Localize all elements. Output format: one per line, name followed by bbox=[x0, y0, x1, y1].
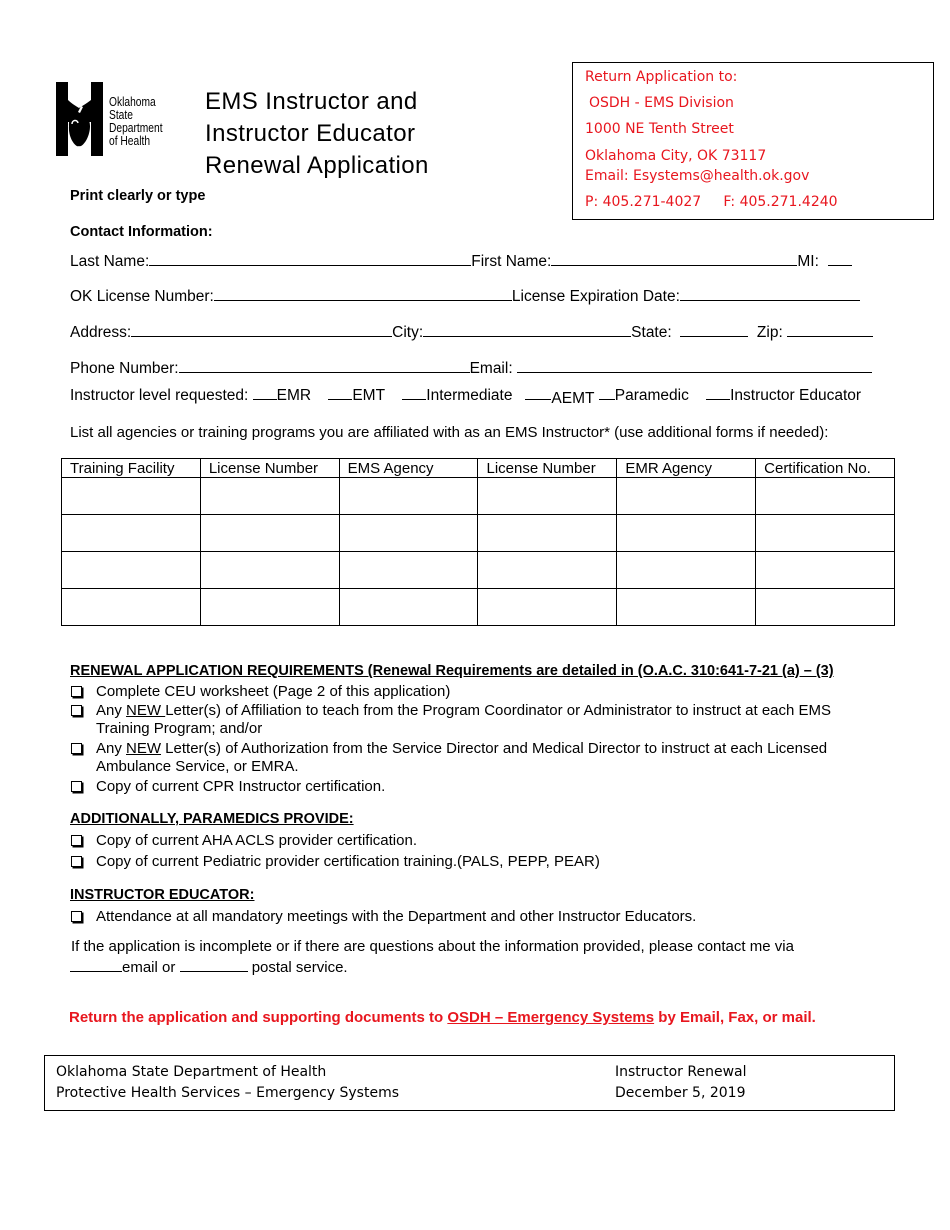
requirement-text bbox=[96, 702, 831, 720]
osdh-logo-icon bbox=[56, 82, 106, 160]
return-email: Email: Esystems@health.ok.gov bbox=[585, 168, 810, 184]
return-street: 1000 NE Tenth Street bbox=[585, 121, 734, 137]
option-paramedic: Paramedic bbox=[614, 387, 689, 404]
last-name-label: Last Name: bbox=[70, 253, 150, 270]
state-label: State: bbox=[631, 324, 672, 341]
mi-field[interactable] bbox=[828, 251, 852, 266]
page-title bbox=[205, 86, 429, 182]
instructor-level-row bbox=[70, 385, 861, 405]
text-rest: Letter(s) of Authorization from the Service Director and Medical Director to instruct at each Licensed bbox=[161, 740, 828, 757]
zip-label: Zip: bbox=[756, 324, 783, 341]
logo-text bbox=[109, 96, 163, 148]
table-cell[interactable] bbox=[339, 589, 478, 626]
requirement-text: Copy of current AHA ACLS provider certification. bbox=[96, 832, 417, 849]
affiliation-table bbox=[61, 458, 895, 626]
option-email: email or bbox=[122, 959, 176, 976]
paramedics-heading: ADDITIONALLY, PARAMEDICS PROVIDE: bbox=[70, 811, 354, 827]
intermediate-blank[interactable] bbox=[402, 385, 426, 400]
option-emt: EMT bbox=[352, 387, 386, 404]
table-row bbox=[62, 589, 895, 626]
col-training-facility: Training Facility bbox=[62, 459, 201, 478]
table-row bbox=[62, 478, 895, 515]
state-field[interactable] bbox=[680, 322, 748, 337]
table-cell[interactable] bbox=[339, 515, 478, 552]
text-any: Any bbox=[96, 740, 127, 757]
postal-pref-blank[interactable] bbox=[180, 957, 248, 972]
aemt-blank[interactable] bbox=[525, 385, 551, 400]
table-cell[interactable] bbox=[200, 515, 339, 552]
requirement-text-line2: Training Program; and/or bbox=[96, 720, 263, 737]
requirement-text: Complete CEU worksheet (Page 2 of this application) bbox=[96, 683, 451, 700]
title-line: Instructor Educator bbox=[205, 120, 416, 147]
table-cell[interactable] bbox=[200, 589, 339, 626]
license-number-field[interactable] bbox=[214, 286, 512, 301]
address-label: Address: bbox=[70, 324, 132, 341]
table-cell[interactable] bbox=[617, 515, 756, 552]
table-cell[interactable] bbox=[756, 589, 895, 626]
checkbox-icon[interactable] bbox=[71, 781, 82, 792]
email-pref-blank[interactable] bbox=[70, 957, 122, 972]
license-exp-label: License Expiration Date: bbox=[511, 288, 680, 305]
contact-preference-options bbox=[70, 957, 348, 976]
phone-email-row bbox=[70, 358, 872, 378]
requirement-affiliation bbox=[71, 702, 891, 738]
col-certification-no: Certification No. bbox=[756, 459, 895, 478]
phone-field[interactable] bbox=[179, 358, 470, 373]
checkbox-icon[interactable] bbox=[71, 856, 82, 867]
educator-meetings bbox=[71, 908, 891, 926]
requirement-text: Copy of current CPR Instructor certification. bbox=[96, 778, 386, 795]
emt-blank[interactable] bbox=[328, 385, 352, 400]
license-row bbox=[70, 286, 860, 306]
footer bbox=[44, 1055, 895, 1111]
table-cell[interactable] bbox=[62, 552, 201, 589]
col-license-number: License Number bbox=[200, 459, 339, 478]
table-cell[interactable] bbox=[200, 478, 339, 515]
checkbox-icon[interactable] bbox=[71, 686, 82, 697]
list-instruction: List all agencies or training programs you are affiliated with as an EMS Instructor* (use additional forms if needed): bbox=[70, 424, 829, 441]
table-cell[interactable] bbox=[62, 515, 201, 552]
title-line: Renewal Application bbox=[205, 152, 429, 179]
logo-line: of Health bbox=[109, 134, 151, 148]
table-cell[interactable] bbox=[756, 478, 895, 515]
return-phone-fax: P: 405.271-4027 F: 405.271.4240 bbox=[585, 194, 838, 210]
table-cell[interactable] bbox=[62, 478, 201, 515]
table-cell[interactable] bbox=[617, 552, 756, 589]
footer-org: Oklahoma State Department of Health bbox=[56, 1064, 327, 1080]
requirement-cpr bbox=[71, 778, 891, 796]
email-label: Email: bbox=[469, 360, 513, 377]
table-cell[interactable] bbox=[756, 552, 895, 589]
table-row bbox=[62, 515, 895, 552]
first-name-label: First Name: bbox=[471, 253, 552, 270]
return-text-post: by Email, Fax, or mail. bbox=[654, 1009, 816, 1026]
return-city: Oklahoma City, OK 73117 bbox=[585, 148, 767, 164]
license-number-label: OK License Number: bbox=[70, 288, 214, 305]
table-cell[interactable] bbox=[339, 478, 478, 515]
table-cell[interactable] bbox=[617, 478, 756, 515]
logo-line: Oklahoma bbox=[109, 95, 156, 109]
contact-heading: Contact Information: bbox=[70, 224, 213, 240]
emr-blank[interactable] bbox=[253, 385, 277, 400]
col-license-number-2: License Number bbox=[478, 459, 617, 478]
checkbox-icon[interactable] bbox=[71, 911, 82, 922]
name-row bbox=[70, 251, 852, 271]
phone-label: Phone Number: bbox=[70, 360, 179, 377]
option-emr: EMR bbox=[276, 387, 312, 404]
paramedic-pediatric bbox=[71, 853, 891, 871]
title-line: EMS Instructor and bbox=[205, 88, 418, 115]
requirement-text: Copy of current Pediatric provider certification training.(PALS, PEPP, PEAR) bbox=[96, 853, 600, 870]
email-field[interactable] bbox=[517, 358, 872, 373]
table-cell[interactable] bbox=[478, 589, 617, 626]
return-address-box bbox=[572, 62, 934, 220]
requirements-heading: RENEWAL APPLICATION REQUIREMENTS (Renewal Requirements are detailed in (O.A.C. 310:641-7-21 (a) – (3) bbox=[70, 663, 834, 679]
text-any: Any bbox=[96, 702, 127, 719]
return-division: OSDH - EMS Division bbox=[589, 95, 734, 111]
address-field[interactable] bbox=[131, 322, 392, 337]
col-ems-agency: EMS Agency bbox=[339, 459, 478, 478]
footer-division: Protective Health Services – Emergency Systems bbox=[56, 1085, 400, 1101]
option-postal: postal service. bbox=[251, 959, 348, 976]
requirement-text bbox=[96, 740, 827, 758]
table-cell[interactable] bbox=[478, 552, 617, 589]
instructor-level-label: Instructor level requested: bbox=[70, 387, 249, 404]
footer-date: December 5, 2019 bbox=[615, 1085, 746, 1101]
zip-field[interactable] bbox=[787, 322, 873, 337]
checkbox-icon[interactable] bbox=[71, 743, 82, 754]
educator-heading: INSTRUCTOR EDUCATOR: bbox=[70, 887, 255, 903]
footer-form-name: Instructor Renewal bbox=[615, 1064, 747, 1080]
text-rest: Letter(s) of Affiliation to teach from the Program Coordinator or Administrator to instruct at each EMS bbox=[165, 702, 832, 719]
return-instruction bbox=[69, 1009, 816, 1026]
table-cell[interactable] bbox=[617, 589, 756, 626]
address-row bbox=[70, 322, 873, 342]
checkbox-icon[interactable] bbox=[71, 835, 82, 846]
table-row bbox=[62, 552, 895, 589]
paramedic-acls bbox=[71, 832, 891, 850]
return-text-pre: Return the application and supporting documents to bbox=[69, 1009, 448, 1026]
city-field[interactable] bbox=[423, 322, 631, 337]
city-label: City: bbox=[392, 324, 424, 341]
requirement-text-line2: Ambulance Service, or EMRA. bbox=[96, 758, 299, 775]
return-heading: Return Application to: bbox=[585, 69, 738, 85]
requirement-authorization bbox=[71, 740, 891, 776]
text-new: NEW bbox=[126, 740, 162, 757]
logo-line: State bbox=[109, 108, 133, 122]
educator-blank[interactable] bbox=[706, 385, 730, 400]
logo-line: Department bbox=[109, 121, 163, 135]
mi-label: MI: bbox=[797, 253, 819, 270]
first-name-field[interactable] bbox=[551, 251, 797, 266]
option-intermediate: Intermediate bbox=[426, 387, 513, 404]
print-instruction: Print clearly or type bbox=[70, 188, 206, 204]
osdh-emergency-systems-link[interactable]: OSDH – Emergency Systems bbox=[447, 1009, 655, 1026]
table-cell[interactable] bbox=[756, 515, 895, 552]
text-new: NEW bbox=[126, 702, 166, 719]
table-cell[interactable] bbox=[200, 552, 339, 589]
table-cell[interactable] bbox=[478, 478, 617, 515]
requirement-text: Attendance at all mandatory meetings with the Department and other Instructor Educators. bbox=[96, 908, 697, 925]
paramedic-blank[interactable] bbox=[599, 385, 615, 400]
requirement-ceu bbox=[71, 683, 891, 701]
col-emr-agency: EMR Agency bbox=[617, 459, 756, 478]
checkbox-icon[interactable] bbox=[71, 705, 82, 716]
option-aemt: AEMT bbox=[551, 390, 595, 407]
last-name-field[interactable] bbox=[149, 251, 471, 266]
option-instructor-educator: Instructor Educator bbox=[730, 387, 862, 404]
osdh-logo bbox=[56, 82, 176, 162]
table-cell[interactable] bbox=[478, 515, 617, 552]
table-cell[interactable] bbox=[339, 552, 478, 589]
table-header-row bbox=[62, 459, 895, 478]
contact-preference-text: If the application is incomplete or if there are questions about the information provided, please contact me via bbox=[71, 938, 794, 955]
license-exp-field[interactable] bbox=[680, 286, 860, 301]
table-cell[interactable] bbox=[62, 589, 201, 626]
